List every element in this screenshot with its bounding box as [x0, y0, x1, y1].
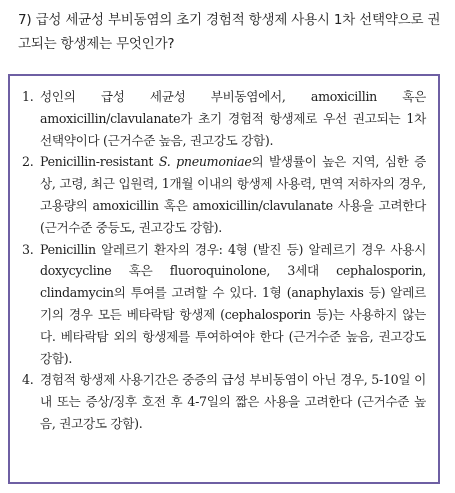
answer-text: Penicillin 알레르기 환자의 경우: 4형 (발진 등) 알레르기 경우 사용시 doxycycline 혹은 fluoroquinolone, 3세대 cephalosporin, clindamycin의 투여를 고려할 수 있다. 1형 (anaphylaxis 등) 알레르기의 경우 모든 베타락탐 항생제 (cephalosporin 등)는 사용하지 않는다. 베타락탐 외의 항생제를 투여하여야 한다 (근거수준 높음, 권고강도 강함).	[40, 241, 426, 366]
answer-text: 경험적 항생제 사용기간은 중증의 급성 부비동염이 아닌 경우, 5-10일 이내 또는 증상/징후 호전 후 4-7일의 짧은 사용을 고려한다 (근거수준 높음, 권고강도 강함).	[40, 372, 426, 431]
question	[18, 8, 446, 56]
answer-text	[40, 151, 426, 238]
answer-number: 1.	[22, 89, 34, 104]
answer-item-1	[22, 86, 426, 151]
organism-name: S. pneumoniae	[158, 154, 252, 170]
answer-text-post: 의 발생률이 높은 지역, 심한 증상, 고령, 최근 입원력, 1개월 이내의 항생제 사용력, 면역 저하자의 경우, 고용량의 amoxicillin 혹은 amoxicillin/clavulanate 사용을 고려한다 (근거수준 중등도, 권고강도 강함).	[40, 154, 426, 235]
answer-list	[22, 86, 426, 435]
answer-number: 2.	[22, 154, 34, 170]
question-number: 7)	[18, 12, 32, 28]
answer-number: 4.	[22, 372, 34, 388]
question-text: 급성 세균성 부비동염의 초기 경험적 항생제 사용시 1차 선택약으로 권고되는 항생제는 무엇인가?	[18, 12, 441, 52]
answer-text-pre: Penicillin-resistant	[40, 154, 159, 170]
answer-item-4	[22, 369, 426, 434]
answer-item-3	[22, 239, 426, 370]
answer-number: 3.	[22, 241, 34, 257]
answer-item-2	[22, 151, 426, 238]
answer-box	[8, 74, 440, 484]
answer-text: 성인의 급성 세균성 부비동염에서, amoxicillin 혹은 amoxicillin/clavulanate가 초기 경험적 항생제로 우선 권고되는 1차 선택약이다 (근거수준 높음, 권고강도 강함).	[40, 89, 426, 148]
